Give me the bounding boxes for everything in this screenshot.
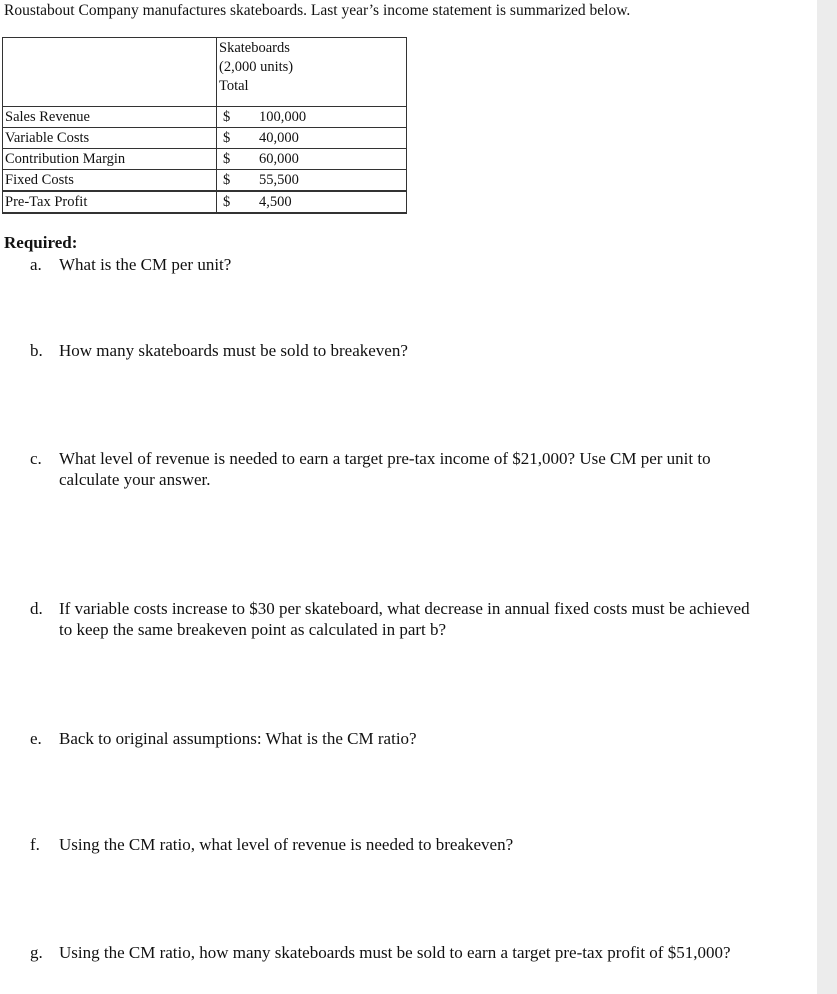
vertical-scrollbar[interactable] bbox=[817, 0, 837, 994]
question-letter: a. bbox=[30, 255, 42, 274]
question-letter: e. bbox=[30, 729, 42, 748]
row-amount: 55,500 bbox=[253, 170, 407, 192]
row-currency: $ bbox=[217, 149, 254, 170]
row-currency: $ bbox=[217, 191, 254, 213]
row-amount: 4,500 bbox=[253, 191, 407, 213]
question-text: How many skateboards must be sold to breakeven? bbox=[59, 341, 408, 360]
required-heading: Required: bbox=[4, 233, 78, 252]
row-currency: $ bbox=[217, 128, 254, 149]
row-label: Pre-Tax Profit bbox=[3, 191, 217, 213]
income-statement-table bbox=[2, 37, 407, 214]
question-text: Back to original assumptions: What is the CM ratio? bbox=[59, 729, 417, 748]
header-line-product: Skateboards bbox=[219, 40, 290, 56]
question-text: What level of revenue is needed to earn a target pre-tax income of $21,000? Use CM per unit to calculate your answer. bbox=[59, 449, 711, 489]
question-e bbox=[30, 728, 750, 749]
question-g bbox=[30, 942, 750, 963]
row-currency: $ bbox=[217, 107, 254, 128]
header-line-units: (2,000 units) bbox=[219, 59, 294, 75]
row-label: Variable Costs bbox=[3, 128, 217, 149]
question-text: Using the CM ratio, how many skateboards must be sold to earn a target pre-tax profit of $51,000? bbox=[59, 943, 731, 962]
row-amount: 40,000 bbox=[253, 128, 407, 149]
question-letter: g. bbox=[30, 943, 43, 962]
question-letter: f. bbox=[30, 835, 40, 854]
question-c bbox=[30, 448, 750, 490]
question-f bbox=[30, 834, 750, 855]
question-text: Using the CM ratio, what level of revenue is needed to breakeven? bbox=[59, 835, 514, 854]
question-letter: b. bbox=[30, 341, 43, 360]
table-row bbox=[3, 170, 407, 192]
intro-text: Roustabout Company manufactures skateboards. Last year’s income statement is summarized below. bbox=[4, 2, 631, 19]
question-text: If variable costs increase to $30 per skateboard, what decrease in annual fixed costs must be achieved to keep the same breakeven point as calculated in part b? bbox=[59, 599, 750, 639]
question-b bbox=[30, 340, 750, 361]
table-header-row bbox=[3, 38, 407, 107]
row-currency: $ bbox=[217, 170, 254, 192]
row-amount: 60,000 bbox=[253, 149, 407, 170]
question-letter: c. bbox=[30, 449, 42, 468]
header-line-total: Total bbox=[219, 78, 249, 94]
question-text: What is the CM per unit? bbox=[59, 255, 232, 274]
table-row bbox=[3, 149, 407, 170]
row-amount: 100,000 bbox=[253, 107, 407, 128]
table-row bbox=[3, 107, 407, 128]
row-label: Contribution Margin bbox=[3, 149, 217, 170]
question-a bbox=[30, 254, 750, 275]
table-row bbox=[3, 191, 407, 213]
table-row bbox=[3, 128, 407, 149]
header-cell bbox=[217, 38, 407, 107]
row-label: Sales Revenue bbox=[3, 107, 217, 128]
row-label: Fixed Costs bbox=[3, 170, 217, 192]
question-d bbox=[30, 598, 750, 640]
question-letter: d. bbox=[30, 599, 43, 618]
header-empty-cell bbox=[3, 38, 217, 107]
